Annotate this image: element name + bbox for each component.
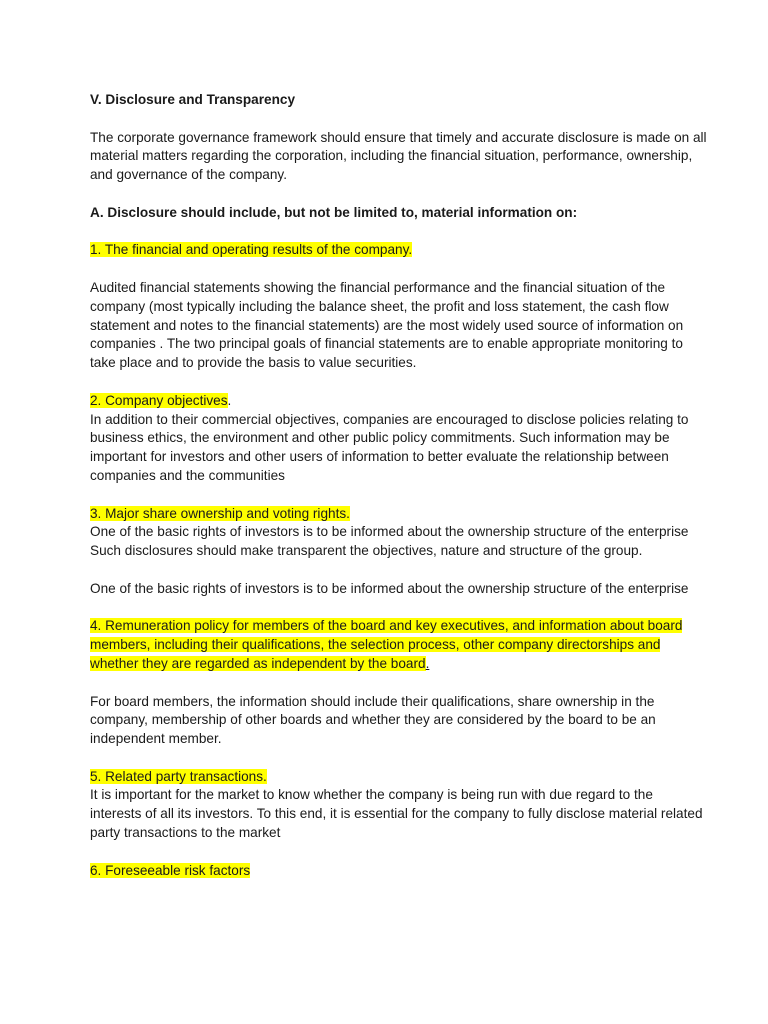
section-title: V. Disclosure and Transparency — [90, 92, 296, 107]
intro-paragraph: The corporate governance framework should ensure that timely and accurate disclosure is made on all material matters regarding the corporation, including the financial situation, performance, ownership, and governance of the company. — [90, 129, 707, 183]
item-1-body: Audited financial statements showing the financial performance and the financial situation of the company (most typically including the balance sheet, the profit and loss statement, the cash flow statement and notes to the financial statements) are the most widely used source of information on companies . The two principal goals of financial statements are to enable appropriate monitoring to take place and to provide the basis to value securities. — [90, 279, 684, 371]
item-2-highlight: 2. Company objectives — [90, 392, 228, 408]
item-4-body: For board members, the information should include their qualifications, share ownership in the company, membership of other boards and whether they are considered by the board to be an independent member. — [90, 693, 656, 747]
item-5-highlight: 5. Related party transactions. — [90, 768, 267, 784]
item-3-body-a: One of the basic rights of investors is to be informed about the ownership structure of the enterprise — [90, 524, 689, 540]
item-4-title — [90, 617, 708, 673]
subsection-title: A. Disclosure should include, but not be limited to, material information on: — [90, 204, 578, 220]
item-3-body-b: Such disclosures should make transparent the objectives, nature and structure of the group. — [90, 543, 643, 559]
item-4-title-suffix: . — [425, 655, 430, 671]
item-6-highlight: 6. Foreseeable risk factors — [90, 862, 251, 878]
item-3-body-c: One of the basic rights of investors is to be informed about the ownership structure of the enterprise — [90, 580, 689, 596]
item-6-title — [90, 862, 708, 881]
item-5-body: It is important for the market to know whether the company is being run with due regard to the interests of all its investors. To this end, it is essential for the company to fully disclose material related party transactions to the market — [90, 787, 703, 841]
item-1-title — [90, 241, 708, 260]
item-3-highlight: 3. Major share ownership and voting rights. — [90, 505, 350, 521]
item-3-title — [90, 505, 708, 524]
item-4-highlight: 4. Remuneration policy for members of the board and key executives, and information about board members, including their qualifications, the selection process, other company directorships and whether they are regarded as independent by the board — [90, 618, 683, 671]
item-2-body: In addition to their commercial objectives, companies are encouraged to disclose policies relating to business ethics, the environment and other public policy commitments. Such information may be important for investors and other users of information to better evaluate the relationship between companies and the communities — [90, 411, 689, 483]
item-2-title — [90, 392, 708, 411]
item-5-title — [90, 768, 708, 787]
item-1-highlight: 1. The financial and operating results of the company. — [90, 242, 413, 258]
item-2-title-suffix: . — [227, 392, 232, 408]
